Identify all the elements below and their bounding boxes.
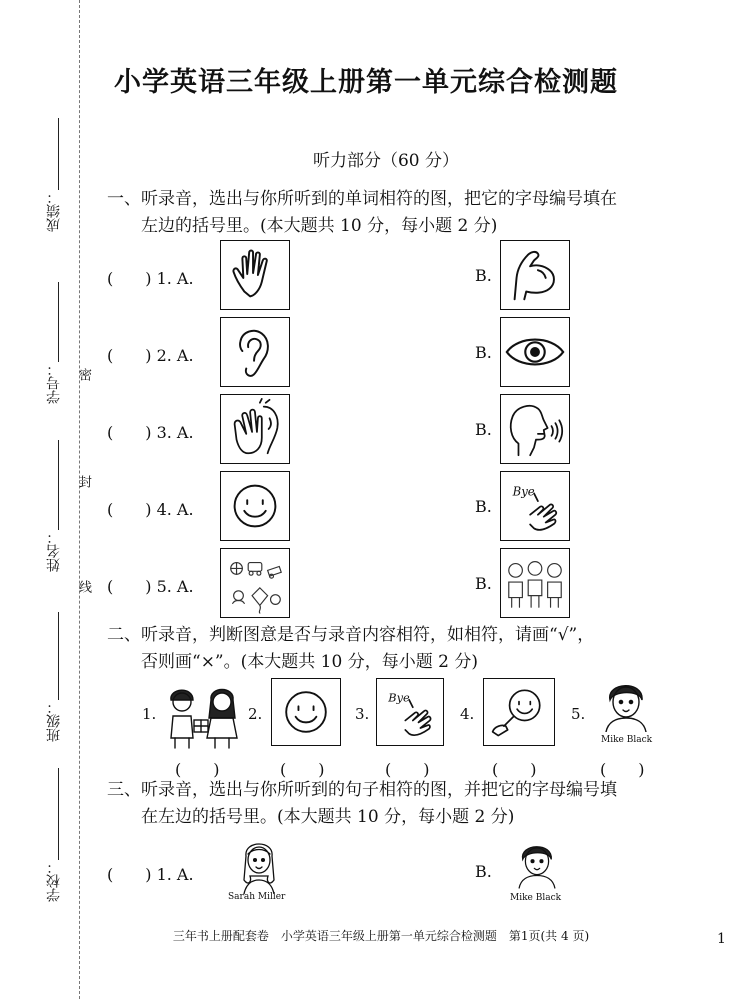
section3-instructions [107, 777, 687, 831]
section2-line1: 二、听录音，判断图意是否与录音内容相符，如相符，请画“√”， [107, 625, 595, 645]
section1-line1: 一、听录音，选出与你所听到的单词相符的图，把它的字母编号填在 [107, 189, 617, 209]
hand-icon[interactable] [220, 240, 290, 310]
bye-wave-icon[interactable] [376, 678, 444, 746]
s1-q3-prefix: ( ) 3. A. [107, 423, 194, 442]
toys-icon[interactable] [220, 548, 290, 618]
student-id-blank-line [58, 282, 59, 362]
svg-text:Bye: Bye [388, 691, 410, 705]
s2-num-1: 1. [142, 705, 157, 723]
section2-instructions [107, 622, 687, 676]
school-blank-line [58, 768, 59, 860]
s1-q5-b-label: B. [475, 574, 492, 593]
s1-q1-prefix: ( ) 1. A. [107, 269, 194, 288]
s1-q2-prefix: ( ) 2. A. [107, 346, 194, 365]
speaking-face-icon[interactable] [500, 394, 570, 464]
s3-q1-prefix: ( ) 1. A. [107, 865, 194, 884]
smiley-face-icon[interactable] [271, 678, 341, 746]
s2-num-5: 5. [571, 705, 586, 723]
s2-num-2: 2. [248, 705, 263, 723]
page-footer: 三年书上册配套卷 小学英语三年级上册第一单元综合检测题 第1页(共 4 页) [172, 929, 590, 943]
name-label: 姓名： [46, 530, 62, 572]
s1-q4-b-label: B. [475, 497, 492, 516]
section2-line2: 否则画“×”。(本大题共 10 分，每小题 2 分) [141, 652, 478, 672]
s1-q2-b-label: B. [475, 343, 492, 362]
s1-q1-b-label: B. [475, 266, 492, 285]
section3-line2: 在左边的括号里。(本大题共 10 分，每小题 2 分) [141, 807, 515, 827]
section3-line1: 三、听录音，选出与你所听到的句子相符的图，并把它的字母编号填 [107, 780, 617, 800]
school-label: 学校： [46, 860, 62, 902]
ear-icon[interactable] [220, 317, 290, 387]
smiley-face-icon[interactable] [220, 471, 290, 541]
page-title: 小学英语三年级上册第一单元综合检测题 [114, 67, 618, 98]
s2-answer-4[interactable]: ( ) [492, 760, 537, 779]
s1-q3-b-label: B. [475, 420, 492, 439]
seal-mark-2: 封 [76, 475, 91, 488]
s1-q5-prefix: ( ) 5. A. [107, 577, 194, 596]
boy-portrait-icon[interactable] [512, 834, 562, 892]
boy-girl-gift-icon[interactable] [163, 680, 241, 750]
eye-icon[interactable] [500, 317, 570, 387]
arm-muscle-icon[interactable] [500, 240, 570, 310]
bye-wave-icon[interactable] [500, 471, 570, 541]
section1-instructions [107, 186, 687, 240]
svg-text:Bye: Bye [512, 484, 535, 499]
s3-caption-sarah: Sarah Miller [228, 892, 286, 902]
section1-line2: 左边的括号里。(本大题共 10 分，每小题 2 分) [141, 216, 498, 236]
name-blank-line [58, 440, 59, 530]
s3-caption-mike: Mike Black [510, 893, 562, 903]
page-number: 1 [717, 931, 726, 947]
s2-caption-mike: Mike Black [601, 735, 653, 745]
seal-mark-1: 密 [76, 368, 91, 381]
score-label: 成绩： [46, 190, 62, 232]
class-blank-line [58, 612, 59, 700]
s2-answer-3[interactable]: ( ) [385, 760, 430, 779]
children-icon[interactable] [500, 548, 570, 618]
s2-num-4: 4. [460, 705, 475, 723]
s2-answer-1[interactable]: ( ) [175, 760, 220, 779]
hand-to-ear-icon[interactable] [220, 394, 290, 464]
girl-portrait-icon[interactable] [234, 836, 284, 894]
listening-subtitle: 听力部分（60 分） [312, 151, 460, 171]
class-label: 班级： [46, 700, 62, 742]
boy-portrait-icon[interactable] [598, 676, 654, 732]
s2-answer-2[interactable]: ( ) [280, 760, 325, 779]
s2-answer-5[interactable]: ( ) [600, 760, 645, 779]
magnifier-smiley-icon[interactable] [483, 678, 555, 746]
s2-num-3: 3. [355, 705, 370, 723]
student-id-label: 学号： [46, 362, 62, 404]
seal-mark-3: 线 [76, 580, 91, 593]
s1-q4-prefix: ( ) 4. A. [107, 500, 194, 519]
s3-q1-b-label: B. [475, 862, 492, 881]
